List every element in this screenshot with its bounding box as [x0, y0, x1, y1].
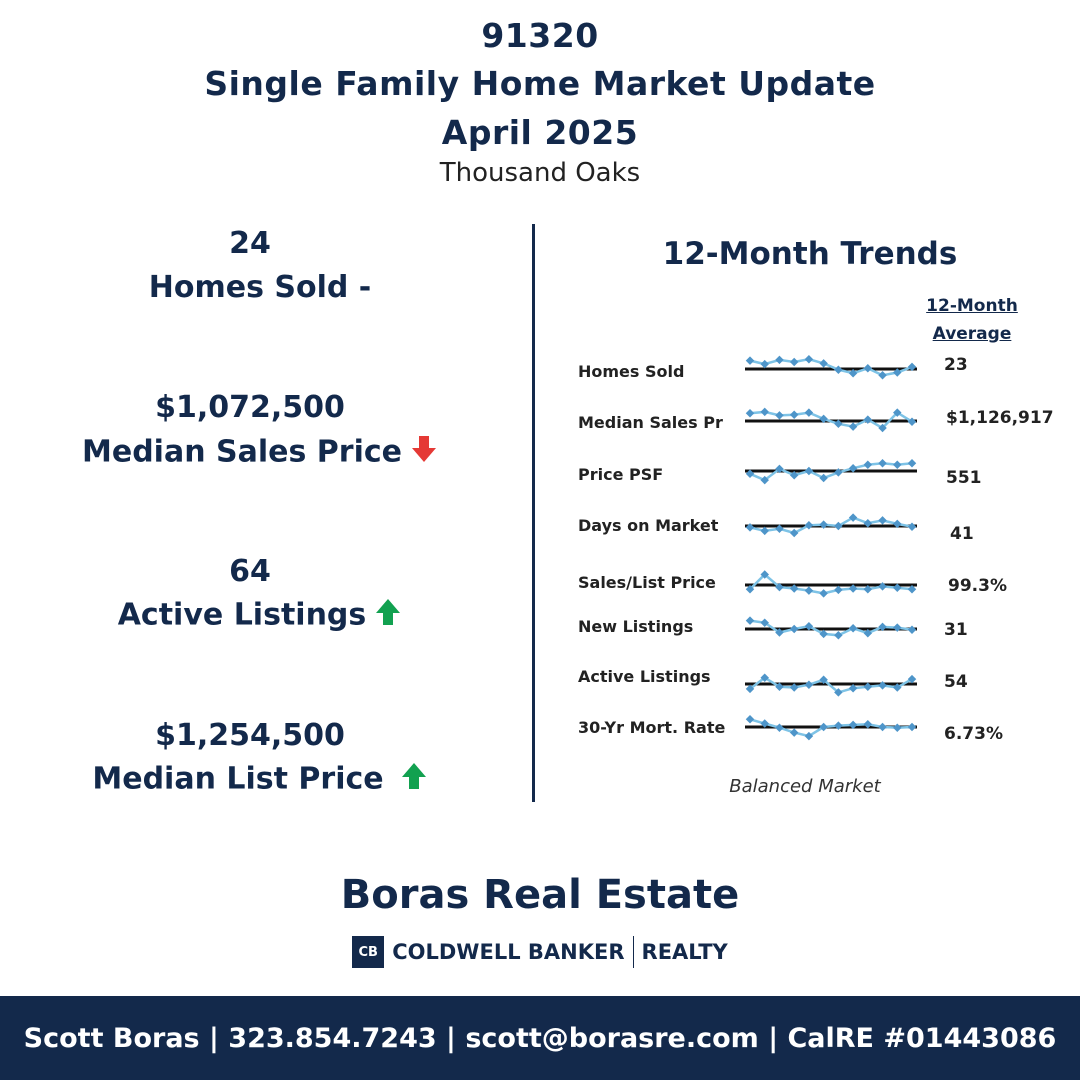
- sparkline-point: [893, 460, 901, 468]
- sparkline-point: [805, 355, 813, 363]
- logo-company: COLDWELL BANKER: [392, 940, 625, 964]
- arrow-down-icon: [410, 434, 438, 472]
- sparkline-point: [790, 625, 798, 633]
- active-listings-label: [40, 597, 480, 635]
- trends-title: 12-Month Trends: [662, 236, 958, 272]
- average-header-line1: 12-Month: [926, 296, 1018, 316]
- sparkline-point: [746, 523, 754, 531]
- trend-row-average: 551: [946, 468, 982, 488]
- sparkline-point: [790, 410, 798, 418]
- trend-row-label: Median Sales Pr: [578, 413, 723, 432]
- sparkline-point: [819, 589, 827, 597]
- average-header: [912, 292, 1032, 348]
- sparkline-point: [834, 468, 842, 476]
- sparkline-chart: [745, 560, 917, 610]
- sparkline-point: [893, 623, 901, 631]
- sparkline-point: [746, 715, 754, 723]
- arrow-up-icon: [374, 597, 402, 635]
- sparkline-point: [834, 586, 842, 594]
- sparkline-point: [908, 625, 916, 633]
- sparkline-point: [805, 408, 813, 416]
- market-status: Balanced Market: [729, 776, 881, 797]
- sparkline-point: [760, 527, 768, 535]
- sparkline-point: [893, 723, 901, 731]
- sparkline-point: [760, 360, 768, 368]
- sparkline-point: [805, 586, 813, 594]
- sparkline-series: [750, 678, 912, 693]
- trend-row-label: Active Listings: [578, 667, 711, 686]
- report-period: April 2025: [441, 113, 639, 152]
- homes-sold-label: [40, 270, 480, 305]
- sparkline-point: [746, 616, 754, 624]
- active-listings-value: 64: [229, 554, 271, 589]
- trend-row-average: 23: [944, 355, 968, 375]
- homes-sold-value: 24: [229, 226, 271, 261]
- median-sales-price-value: $1,072,500: [155, 390, 345, 425]
- sparkline-point: [834, 365, 842, 373]
- column-divider: [532, 224, 535, 802]
- sparkline-point: [775, 411, 783, 419]
- sparkline-point: [790, 529, 798, 537]
- page-title: Single Family Home Market Update: [204, 64, 876, 103]
- median-list-price-label-text: Median List Price: [92, 761, 384, 797]
- sparkline-chart: [745, 344, 917, 394]
- sparkline-point: [746, 409, 754, 417]
- sparkline-point: [819, 359, 827, 367]
- sparkline-point: [834, 631, 842, 639]
- sparkline-chart: [745, 501, 917, 551]
- trend-row-label: New Listings: [578, 617, 694, 636]
- sparkline-point: [878, 723, 886, 731]
- sparkline-chart: [745, 446, 917, 496]
- sparkline-point: [908, 459, 916, 467]
- contact-footer: [0, 996, 1080, 1080]
- sparkline-point: [878, 516, 886, 524]
- sparkline-chart: [745, 702, 917, 752]
- trend-row-label: Price PSF: [578, 465, 664, 484]
- sparkline-point: [819, 474, 827, 482]
- zip-code: 91320: [481, 16, 599, 55]
- trend-row-average: 99.3%: [948, 576, 1007, 596]
- sparkline-point: [819, 630, 827, 638]
- sparkline-chart: [745, 604, 917, 654]
- sparkline-point: [908, 723, 916, 731]
- sparkline-point: [878, 681, 886, 689]
- trend-row-label: Sales/List Price: [578, 573, 716, 592]
- sparkline-point: [805, 467, 813, 475]
- sparkline-point: [849, 624, 857, 632]
- contact-text: Scott Boras | 323.854.7243 | scott@borasre.com | CalRE #01443086: [23, 1022, 1057, 1054]
- brand-name: Boras Real Estate: [340, 872, 740, 918]
- sparkline-point: [790, 358, 798, 366]
- logo-divider: [633, 936, 634, 968]
- average-header-line2: Average: [932, 324, 1012, 344]
- trend-row-average: 41: [950, 524, 974, 544]
- trend-row-average: 31: [944, 620, 968, 640]
- sparkline-chart: [745, 396, 917, 446]
- cb-logo-mark: CB: [352, 936, 384, 968]
- sparkline-point: [864, 364, 872, 372]
- sparkline-point: [805, 680, 813, 688]
- sparkline-point: [834, 721, 842, 729]
- sparkline-point: [775, 356, 783, 364]
- city-name: Thousand Oaks: [439, 158, 641, 188]
- sparkline-point: [805, 521, 813, 529]
- trend-row-label: Days on Market: [578, 516, 719, 535]
- trend-row-label: 30-Yr Mort. Rate: [578, 718, 726, 737]
- median-list-price-label: [40, 761, 480, 799]
- homes-sold-label-text: Homes Sold -: [148, 270, 372, 305]
- sparkline-series: [750, 359, 912, 375]
- trend-row-average: $1,126,917: [946, 408, 1054, 428]
- median-list-price-value: $1,254,500: [155, 718, 345, 753]
- sparkline-point: [878, 582, 886, 590]
- sparkline-point: [849, 422, 857, 430]
- sparkline-point: [819, 520, 827, 528]
- sparkline-point: [775, 723, 783, 731]
- sparkline-point: [790, 728, 798, 736]
- sparkline-point: [878, 459, 886, 467]
- sparkline-point: [864, 460, 872, 468]
- sparkline-point: [878, 371, 886, 379]
- median-sales-price-label: [40, 434, 480, 472]
- active-listings-label-text: Active Listings: [117, 597, 367, 633]
- trend-row-average: 54: [944, 672, 968, 692]
- sparkline-point: [760, 408, 768, 416]
- trend-row-average: 6.73%: [944, 724, 1003, 744]
- logo-division: REALTY: [641, 940, 728, 964]
- sparkline-point: [746, 356, 754, 364]
- median-sales-price-label-text: Median Sales Price: [82, 434, 402, 470]
- coldwell-banker-logo: [0, 934, 1080, 970]
- trend-row-label: Homes Sold: [578, 362, 685, 381]
- arrow-up-icon: [400, 761, 428, 799]
- sparkline-point: [908, 522, 916, 530]
